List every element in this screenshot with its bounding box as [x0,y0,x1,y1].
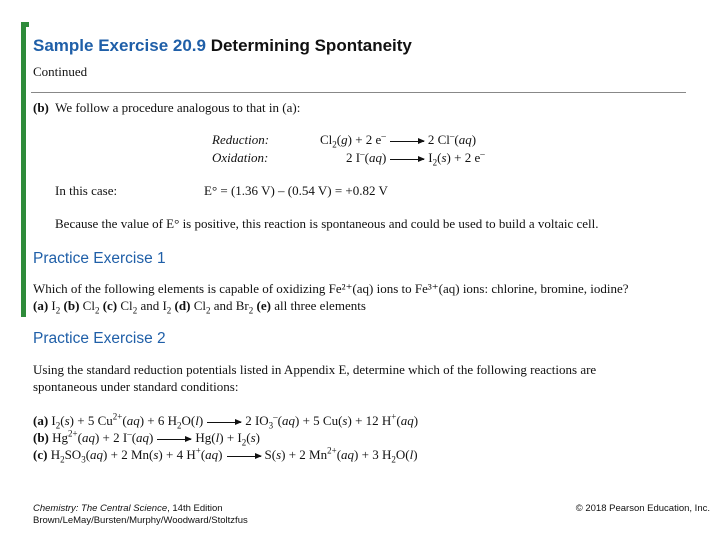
practice-1-options: (a) $I_2$ (b) $Cl_2$ (c) $Cl_2$ and $I_2$ (d) $Cl_2$ and $Br_2$ (e) all three elements [33,298,366,316]
reaction-a: (a) $I_2(s) + 5$ $Cu^{2+}(aq) + 6$ $H_2O(l)$ 2 $IO_3^-(aq) + 5$ Cu(s) + 12 H+(aq) [33,411,419,431]
book-title: Chemistry: The Central Science [33,503,168,514]
part-b-text: We follow a procedure analogous to that in (a): [55,100,301,115]
practice-1-heading: Practice Exercise 1 [33,250,166,267]
e-cell-equation: E° = (1.36 V) – (0.54 V) = +0.82 V [204,183,388,198]
reduction-equation: $Cl_2(g) + 2$ e– 2 Cl–(aq) [320,130,477,150]
part-b-intro [33,100,300,116]
arrow-icon [390,159,424,160]
title-number: Sample Exercise 20.9 [33,36,206,55]
arrow-icon [227,456,261,457]
divider [31,92,686,93]
practice-2-question-line1: Using the standard reduction potentials listed in Appendix E, determine which of the following reactions are [33,362,597,377]
reduction-label: Reduction: [212,132,270,147]
page-title [33,36,412,56]
oxidation-label: Oxidation: [212,150,269,165]
reaction-c: (c) $H_2SO_3(aq) + 2$ Mn(s) + 4 H+(aq) S(s) + 2 $Mn^{2+}(aq) + 3$ $H_2O(l)$ [33,445,418,465]
oxidation-equation: 2 I–(aq) $I_2(s) + 2$ e– [346,148,485,168]
arrow-icon [207,422,241,423]
footer-copyright: © 2018 Pearson Education, Inc. [575,503,710,514]
reaction-b: (b) $Hg^{2+}(aq) + 2$ I–(aq) $Hg(l) + I_2(s)$ [33,428,260,448]
footer-citation [33,503,248,527]
part-b-label: (b) [33,100,49,115]
accent-bar [21,22,26,317]
accent-bar-top [21,22,29,27]
book-edition: , 14th Edition [167,503,223,514]
practice-1-question: Which of the following elements is capable of oxidizing Fe²⁺(aq) ions to Fe³⁺(aq) ions: chlorine, bromine, iodine? [33,281,629,296]
arrow-icon [390,141,424,142]
title-text: Determining Spontaneity [205,36,412,55]
practice-2-heading: Practice Exercise 2 [33,330,166,347]
case-label: In this case: [55,183,118,198]
practice-2-question-line2: spontaneous under standard conditions: [33,379,239,394]
conclusion-text: Because the value of E° is positive, this reaction is spontaneous and could be used to build a voltaic cell. [55,216,599,231]
continued-label: Continued [33,64,88,79]
arrow-icon [157,439,191,440]
book-authors: Brown/LeMay/Bursten/Murphy/Woodward/Stoltzfus [33,515,248,526]
